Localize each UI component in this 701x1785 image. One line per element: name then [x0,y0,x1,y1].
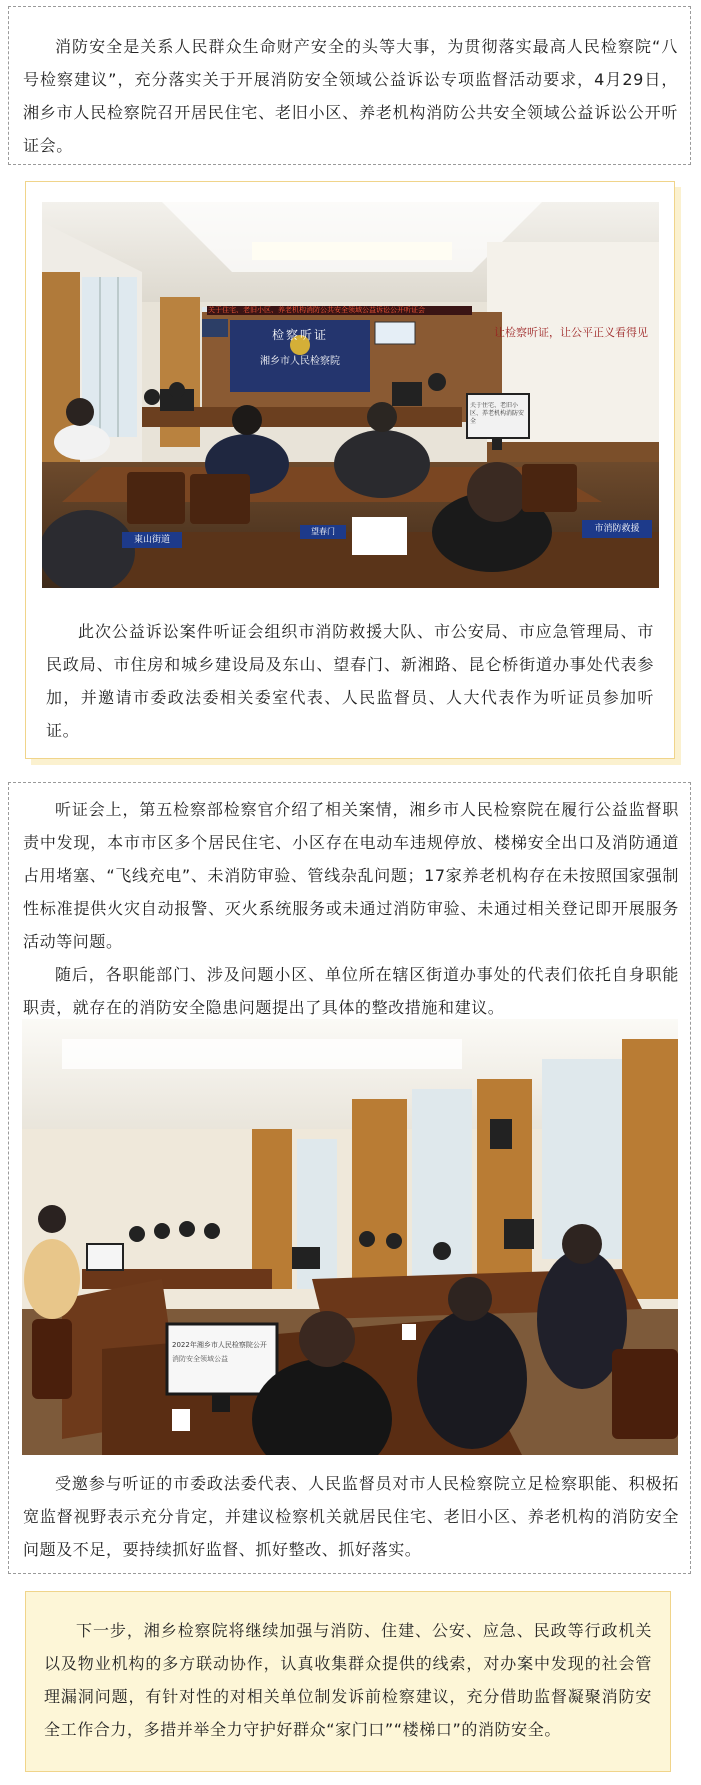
hearing-photo-1 [42,202,659,588]
photo1-caption: 此次公益诉讼案件听证会组织市消防救援大队、市公安局、市应急管理局、市民政局、市住房和城乡建设局及东山、望春门、新湘路、昆仑桥街道办事处代表参加，并邀请市委政法委相关委室代表、人民监督员、人大代表作为听证员参加听证。 [46,622,654,740]
section-paragraph-2: 随后，各职能部门、涉及问题小区、单位所在辖区街道办事处的代表们依托自身职能职责，就存在的消防安全隐患问题提出了具体的整改措施和建议。 [23,965,679,1017]
hearing-photo-2 [22,1019,678,1455]
closing-paragraph: 下一步，湘乡检察院将继续加强与消防、住建、公安、应急、民政等行政机关以及物业机构的多方联动协作，认真收集群众提供的线索，对办案中发现的社会管理漏洞问题，有针对性的对相关单位制发诉前检察建议，充分借助监督凝聚消防安全工作合力，多措并举全力守护好群众“家门口”“楼梯口”的消防安全。 [44,1621,652,1739]
monitor-text: 关于住宅、老旧小区、养老机构消防安全 [470,402,525,425]
section-box [8,782,691,1574]
closing-box [25,1591,671,1772]
section-paragraph-3: 受邀参与听证的市委政法委代表、人民监督员对市人民检察院立足检察职能、积极拓宽监督视野表示充分肯定，并建议检察机关就居民住宅、老旧小区、养老机构的消防安全问题及不足，要持续抓好监督、抓好整改、抓好落实。 [23,1474,679,1559]
nameplate-2: 望春门 [311,527,335,536]
photo2-monitor-line-1: 2022年湘乡市人民检察院公开 [172,1341,267,1349]
nameplate-3: 市消防救援 [594,524,640,534]
backdrop-title: 检察听证 [271,328,328,342]
intro-paragraph: 消防安全是关系人民群众生命财产安全的头等大事，为贯彻落实最高人民检察院“八号检察建议”，充分落实关于开展消防安全领域公益诉讼专项监督活动要求，4月29日，湘乡市人民检察院召开居民住宅、老旧小区、养老机构消防公共安全领域公益诉讼公开听证会。 [23,37,678,155]
photo-card-1 [25,181,675,759]
section-paragraph-1: 听证会上，第五检察部检察官介绍了相关案情，湘乡市人民检察院在履行公益监督职责中发现，本市市区多个居民住宅、小区存在电动车违规停放、楼梯安全出口及消防通道占用堵塞、“飞线充电”、未消防审验、管线杂乱问题；17家养老机构存在未按照国家强制性标准提供火灾自动报警、灭火系统服务或未通过消防审验、未通过相关登记即开展服务活动等问题。 [23,800,679,951]
wall-slogan: 让检察听证，让公平正义看得见 [494,326,648,339]
backdrop-subtitle: 湘乡市人民检察院 [260,356,340,367]
photo2-monitor-line-2: 消防安全领域公益 [172,1355,228,1363]
nameplate-1: 東山街道 [133,535,170,545]
led-banner: 关于住宅、老旧小区、养老机构消防公共安全领域公益诉讼公开听证会 [208,306,425,314]
intro-box [8,6,691,165]
